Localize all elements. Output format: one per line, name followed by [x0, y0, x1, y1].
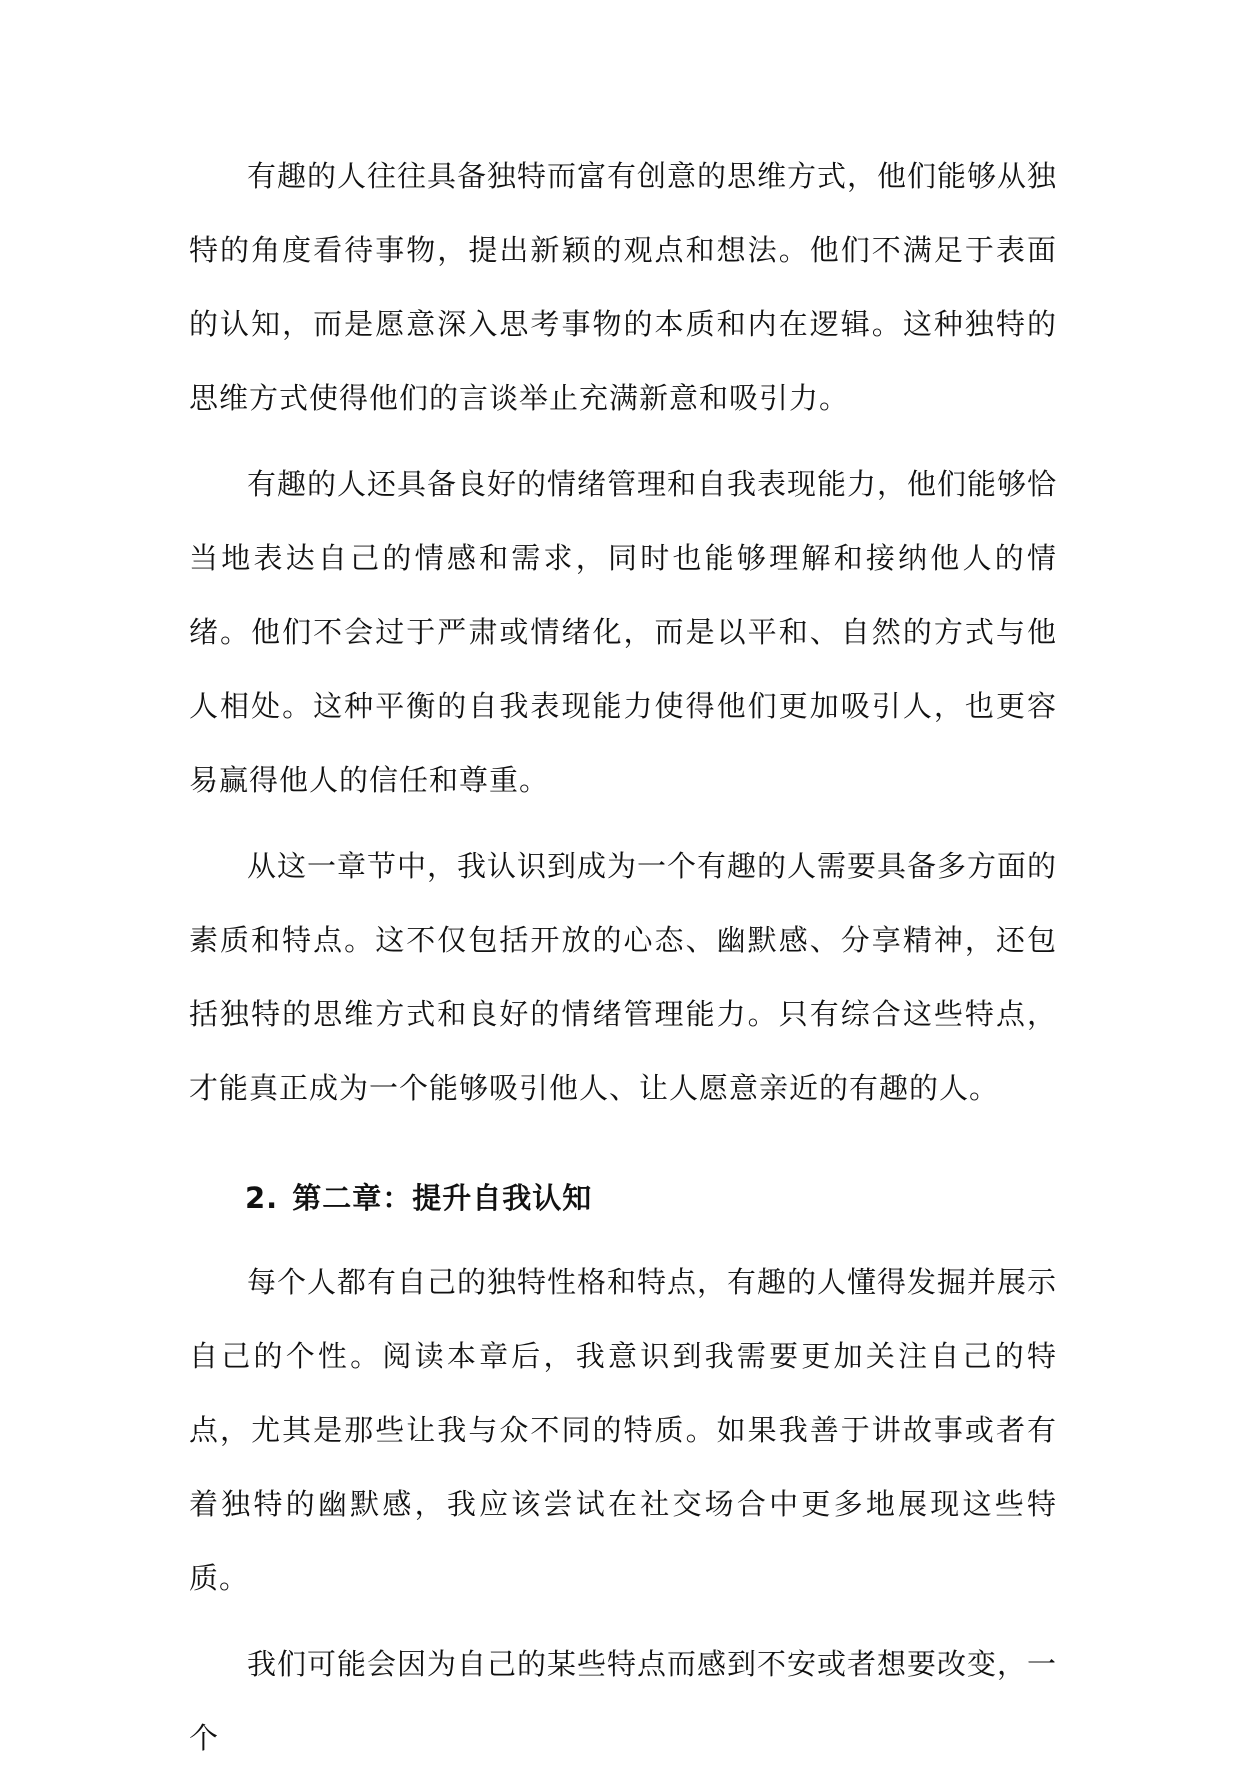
paragraph-personality: 每个人都有自己的独特性格和特点，有趣的人懂得发掘并展示自己的个性。阅读本章后，我意识到我需要更加关注自己的特点，尤其是那些让我与众不同的特质。如果我善于讲故事或者有着独特的幽默感，我应该尝试在社交场合中更多地展现这些特质。 — [189, 1265, 1058, 1595]
section-title: 第二章：提升自我认知 — [292, 1181, 593, 1215]
paragraph-chapter-summary: 从这一章节中，我认识到成为一个有趣的人需要具备多方面的素质和特点。这不仅包括开放的心态、幽默感、分享精神，还包括独特的思维方式和良好的情绪管理能力。只有综合这些特点，才能真正成为一个能够吸引他人、让人愿意亲近的有趣的人。 — [189, 849, 1058, 1105]
section-heading — [189, 1161, 1057, 1235]
paragraph-creative-thinking: 有趣的人往往具备独特而富有创意的思维方式，他们能够从独特的角度看待事物，提出新颖的观点和想法。他们不满足于表面的认知，而是愿意深入思考事物的本质和内在逻辑。这种独特的思维方式使得他们的言谈举止充满新意和吸引力。 — [189, 159, 1058, 415]
document-body — [189, 139, 1057, 1787]
paragraph-emotion-management: 有趣的人还具备良好的情绪管理和自我表现能力，他们能够恰当地表达自己的情感和需求，同时也能够理解和接纳他人的情绪。他们不会过于严肃或情绪化，而是以平和、自然的方式与他人相处。这种平衡的自我表现能力使得他们更加吸引人，也更容易赢得他人的信任和尊重。 — [189, 467, 1058, 797]
paragraph-self-acceptance: 我们可能会因为自己的某些特点而感到不安或者想要改变，一个 — [189, 1647, 1058, 1755]
section-number: 2. — [245, 1181, 279, 1215]
